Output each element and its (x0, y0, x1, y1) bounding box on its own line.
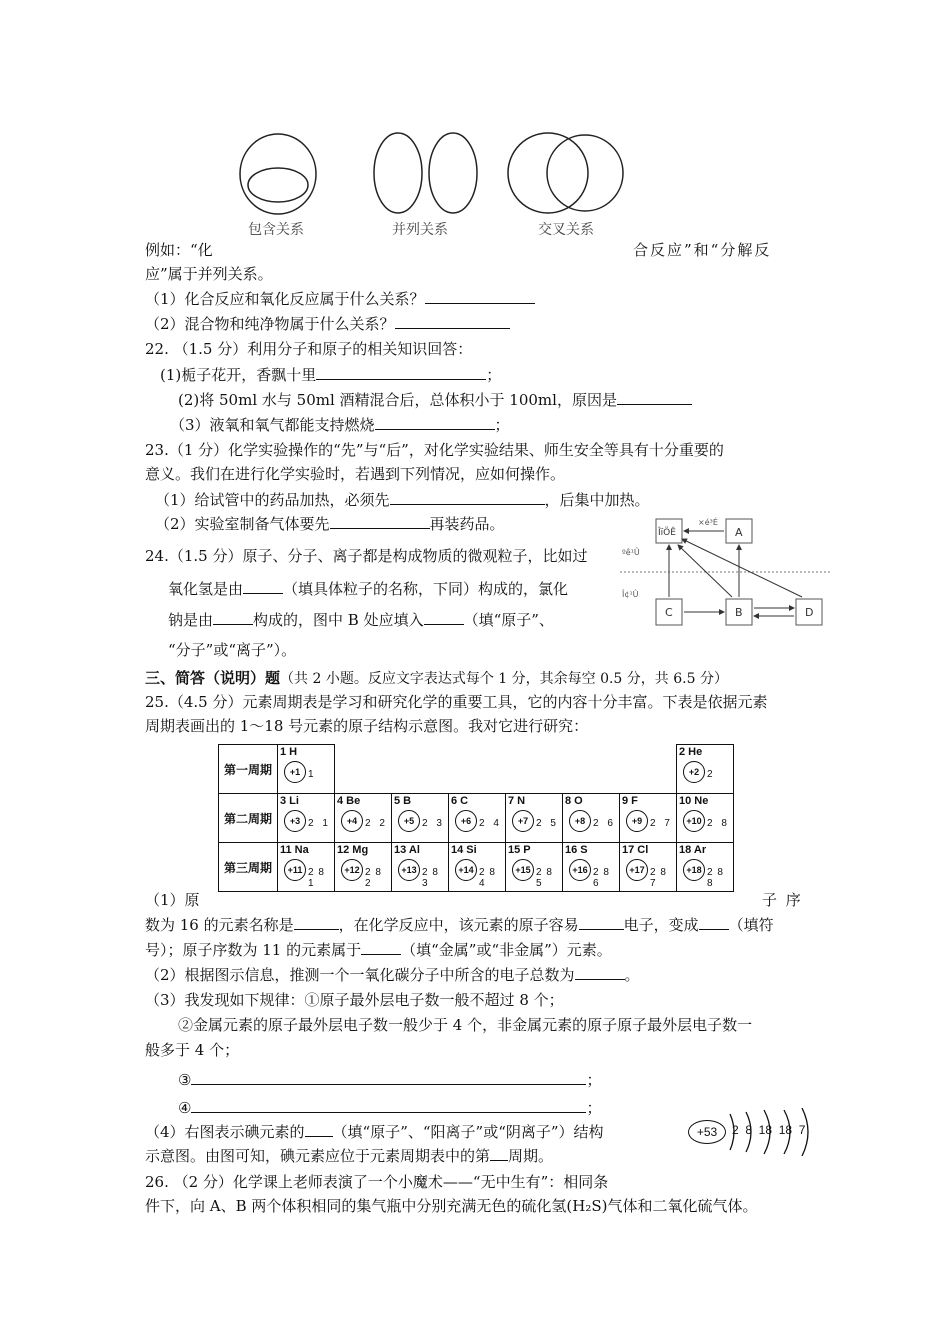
element-cell: 9 F +9 2 7 (620, 794, 677, 843)
q24-line3: 钠是由 构成的，图中 B 处应填入 （填“原子”、 (168, 611, 554, 629)
element-cell: 5 B +5 2 3 (392, 794, 449, 843)
element-cell: 8 O +8 2 6 (563, 794, 620, 843)
q25-line2: 周期表画出的 1～18 号元素的原子结构示意图。我对它进行研究： (145, 717, 589, 735)
q24-blank2[interactable] (213, 610, 253, 625)
q21-sub1-blank[interactable] (425, 289, 535, 304)
q23-sub1-blank[interactable] (390, 490, 545, 505)
q22-sub2: (2)将 50ml 水与 50ml 酒精混合后，总体积小于 100ml，原因是 (178, 390, 692, 410)
q25-blank-period[interactable] (490, 1146, 508, 1161)
diagram-label-micro: Î¢¹Û (622, 590, 639, 599)
q25-sub4-line2: 示意图。由图可知，碘元素应位于元素周期表中的第 周期。 (145, 1147, 554, 1165)
q26-line2: 件下，向 A、B 两个体积相同的集气瓶中分别充满无色的硫化氢(H₂S)气体和二氧化硫气体。 (145, 1197, 758, 1215)
q25-sub3-b: ②金属元素的原子最外层电子数一般少于 4 个，非金属元素的原子原子最外层电子数一 (178, 1016, 753, 1034)
q24-line1: 24.（1.5 分）原子、分子、离子都是构成物质的微观粒子，比如过 (145, 547, 588, 565)
q24-blank1[interactable] (243, 579, 283, 594)
element-cell: 12 Mg +12 2 8 2 (335, 843, 392, 892)
venn-caption-parallel: 并列关系 (392, 222, 448, 238)
q21-example-mid: 合反应”和“分解反 (633, 241, 772, 259)
q26-line1: 26. （2 分）化学课上老师表演了一个小魔术——“无中生有”：相同条 (145, 1173, 609, 1191)
diagram-box-d-label: D (805, 606, 814, 619)
venn-caption-cross: 交叉关系 (538, 222, 594, 238)
diagram-box-c-label: C (665, 606, 673, 619)
q23-sub2-blank[interactable] (330, 514, 430, 529)
venn-caption-containment: 包含关系 (248, 222, 304, 238)
q22-title: 22. （1.5 分）利用分子和原子的相关知识回答： (145, 340, 473, 358)
diagram-label-macro: ºê¹Û (622, 548, 640, 557)
q22-sub1: (1)栀子花开，香飘十里 ； (160, 366, 502, 384)
q25-sub1-end: 子 序 (762, 891, 803, 909)
q23-title: 23.（1 分）化学实验操作的“先”与“后”，对化学实验结果、师生安全等具有十分重要的 (145, 441, 724, 459)
q25-sub3-rule4: ④ ； (178, 1099, 602, 1117)
element-cell: 15 P +15 2 8 5 (506, 843, 563, 892)
section3-heading: 三、简答（说明）题（共 2 小题。反应文字表达式每个 1 分，其余每空 0.5 分，共 6.5 分） (145, 669, 728, 687)
iodine-structure (688, 1108, 818, 1158)
element-cell: 4 Be +4 2 2 (335, 794, 392, 843)
iodine-nucleus: +53 (688, 1120, 726, 1144)
element-cell: 7 N +7 2 5 (506, 794, 563, 843)
q25-sub3: （3）我发现如下规律：①原子最外层电子数一般不超过 8 个； (145, 991, 564, 1009)
q21-sub1: （1）化合反应和氧化反应属于什么关系？ (145, 289, 535, 309)
cross-right-circle (547, 135, 623, 211)
element-cell: 3 Li +3 2 1 (278, 794, 335, 843)
element-cell: 1 H +1 1 (278, 745, 335, 794)
venn-diagrams (230, 128, 650, 218)
q25-sub2: （2）根据图示信息，推测一个一氧化碳分子中所含的电子总数为 。 (145, 966, 640, 984)
q22-sub3-blank[interactable] (375, 415, 495, 430)
q21-example-end: 应”属于并列关系。 (145, 265, 273, 283)
q22-sub1-blank[interactable] (316, 365, 486, 380)
element-cell: 16 S +16 2 8 6 (563, 843, 620, 892)
q25-sub1-start: （1）原 (145, 891, 200, 909)
q24-blank3[interactable] (424, 610, 464, 625)
q21-example-start: 例如：“化 (145, 241, 213, 259)
element-cell: 10 Ne +10 2 8 (677, 794, 734, 843)
diagram-box-b-label: B (735, 606, 743, 619)
parallel-right-ellipse (429, 133, 477, 213)
q25-sub1-line2: 数为 16 的元素名称是 ，在化学反应中，该元素的原子容易 电子，变成 （填符 (145, 916, 774, 934)
q23-title2: 意义。我们在进行化学实验时，若遇到下列情况，应如何操作。 (145, 465, 566, 483)
q25-blank-electrons[interactable] (575, 965, 625, 980)
q25-blank-rule4[interactable] (191, 1098, 586, 1113)
q21-sub2-blank[interactable] (395, 314, 510, 329)
element-cell: 11 Na +11 2 8 1 (278, 843, 335, 892)
q25-blank-gain[interactable] (579, 915, 624, 930)
particle-diagram (620, 515, 830, 630)
diagram-box-a-label: A (735, 526, 743, 539)
periodic-table (218, 744, 734, 892)
q25-sub4-line1: （4）右图表示碘元素的 （填“原子”、“阳离子”或“阴离子”）结构 (145, 1123, 604, 1141)
parallel-left-ellipse (374, 133, 422, 213)
q25-sub3-rule3: ③ ； (178, 1071, 602, 1089)
q23-sub1: （1）给试管中的药品加热，必须先 ，后集中加热。 (155, 491, 650, 509)
q22-sub3: （3）液氧和氧气都能支持燃烧 ； (170, 416, 510, 434)
q21-sub2: （2）混合物和纯净物属于什么关系？ (145, 314, 510, 334)
element-cell: 6 C +6 2 4 (449, 794, 506, 843)
q22-sub2-blank[interactable] (617, 390, 692, 405)
cross-left-circle (508, 133, 588, 213)
q23-sub2: （2）实验室制备气体要先 再装药品。 (155, 515, 505, 533)
element-cell: 13 Al +13 2 8 3 (392, 843, 449, 892)
q25-blank-name[interactable] (294, 915, 339, 930)
element-cell: 18 Ar +18 2 8 8 (677, 843, 734, 892)
q24-line2: 氧化氢是由 （填具体粒子的名称，下同）构成的，氯化 (168, 580, 569, 598)
period-label: 第三周期 (219, 843, 278, 892)
element-cell: 17 Cl +17 2 8 7 (620, 843, 677, 892)
iodine-shells: 2 8 18 18 7 (732, 1123, 806, 1137)
element-cell: 14 Si +14 2 8 4 (449, 843, 506, 892)
q25-blank-rule3[interactable] (191, 1070, 586, 1085)
period-label: 第一周期 (219, 745, 278, 794)
q25-sub3-c: 般多于 4 个； (145, 1041, 240, 1059)
q25-line1: 25.（4.5 分）元素周期表是学习和研究化学的重要工具，它的内容十分丰富。下表是依据元素 (145, 693, 768, 711)
q25-sub1-line3: 号）；原子序数为 11 的元素属于 （填“金属”或“非金属”）元素。 (145, 941, 612, 959)
containment-inner-ellipse (248, 168, 308, 202)
period-label: 第二周期 (219, 794, 278, 843)
diagram-label-top: ×é³É (698, 518, 718, 527)
q25-blank-metal[interactable] (361, 940, 401, 955)
element-cell: 2 He +2 2 (677, 745, 734, 794)
q25-blank-iodine-type[interactable] (305, 1122, 333, 1137)
q24-line4: “分子”或“离子”）。 (168, 641, 297, 659)
diagram-box-substance-label: ÎïÖÊ (658, 528, 676, 538)
q25-blank-symbol[interactable] (699, 915, 729, 930)
